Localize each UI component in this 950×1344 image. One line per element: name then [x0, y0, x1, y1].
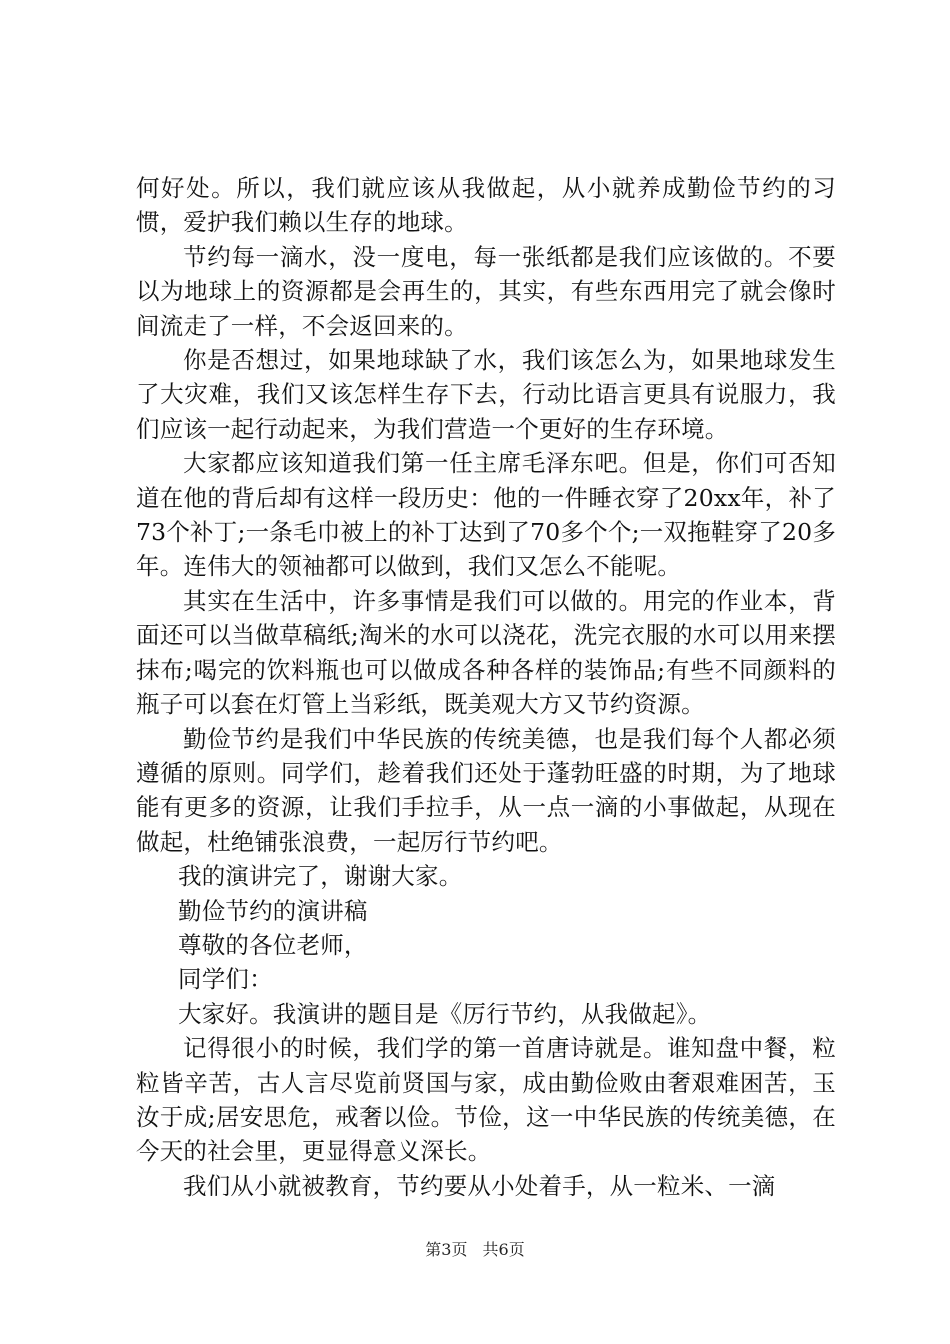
page-total: 共6页 — [482, 1240, 525, 1259]
paragraph: 何好处。所以，我们就应该从我做起，从小就养成勤俭节约的习惯，爱护我们赖以生存的地球。 — [136, 174, 836, 237]
paragraph: 节约每一滴水，没一度电，每一张纸都是我们应该做的。不要以为地球上的资源都是会再生的，其实，有些东西用完了就会像时间流走了一样，不会返回来的。 — [136, 242, 836, 340]
paragraph: 其实在生活中，许多事情是我们可以做的。用完的作业本，背面还可以当做草稿纸;淘米的水可以浇花，洗完衣服的水可以用来摆抹布;喝完的饮料瓶也可以做成各种各样的装饰品;有些不同颜料的瓶子可以套在灯管上当彩纸，既美观大方又节约资源。 — [136, 586, 836, 719]
greeting-line: 大家好。我演讲的题目是《厉行节约，从我做起》。 — [178, 999, 712, 1028]
salutation: 尊敬的各位老师， — [178, 930, 368, 959]
paragraph: 我们从小就被教育，节约要从小处着手，从一粒米、一滴 — [183, 1171, 776, 1200]
closing-line: 我的演讲完了，谢谢大家。 — [178, 862, 463, 891]
page-number: 第3页 — [425, 1240, 468, 1259]
paragraph: 勤俭节约是我们中华民族的传统美德，也是我们每个人都必须遵循的原则。同学们，趁着我们还处于蓬勃旺盛的时期，为了地球能有更多的资源，让我们手拉手，从一点一滴的小事做起，从现在做起，杜绝铺张浪费，一起厉行节约吧。 — [136, 724, 836, 856]
page-footer — [0, 1240, 950, 1260]
paragraph: 大家都应该知道我们第一任主席毛泽东吧。但是，你们可否知道在他的背后却有这样一段历史：他的一件睡衣穿了20xx年，补了73个补丁;一条毛巾被上的补丁达到了70多个个;一双拖鞋穿了20多年。连伟大的领袖都可以做到，我们又怎么不能呢。 — [136, 449, 836, 581]
page-body — [136, 171, 836, 1203]
paragraph: 你是否想过，如果地球缺了水，我们该怎么为，如果地球发生了大灾难，我们又该怎样生存下去，行动比语言更具有说服力，我们应该一起行动起来，为我们营造一个更好的生存环境。 — [136, 346, 836, 443]
paragraph: 记得很小的时候，我们学的第一首唐诗就是。谁知盘中餐，粒粒皆辛苦，古人言尽览前贤国与家，成由勤俭败由奢艰难困苦，玉汝于成;居安思危，戒奢以俭。节俭，这一中华民族的传统美德，在今天的社会里，更显得意义深长。 — [136, 1034, 836, 1166]
salutation: 同学们： — [178, 965, 273, 994]
speech-title: 勤俭节约的演讲稿 — [178, 896, 368, 925]
